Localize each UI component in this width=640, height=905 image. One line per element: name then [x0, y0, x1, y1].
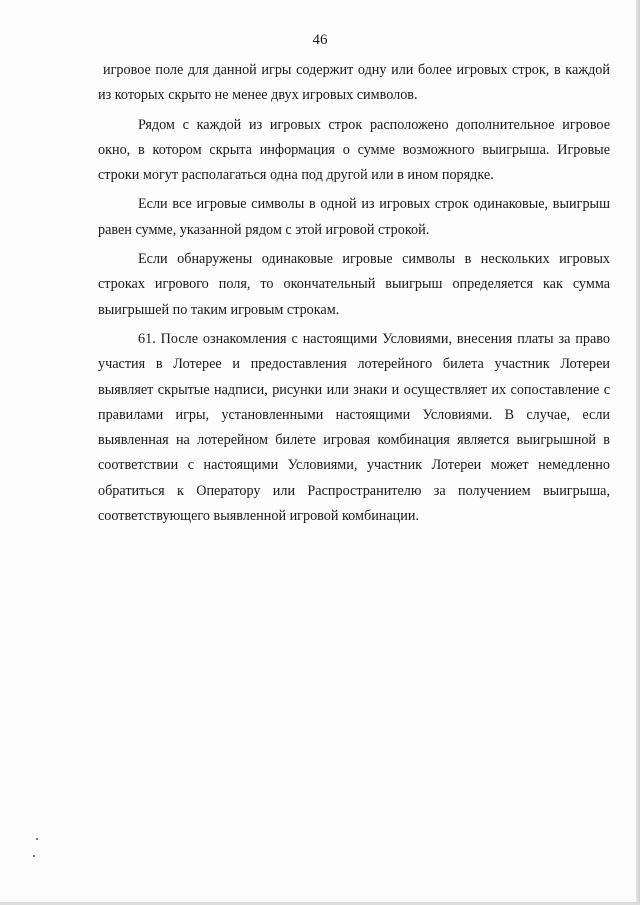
page-edge-shadow — [636, 0, 640, 905]
paragraph-continuation: игровое поле для данной игры содержит одну или более игровых строк, в каждой из которых скрыто не менее двух игровых символов. — [98, 62, 610, 104]
paragraph-clause-61: 61. После ознакомления с настоящими Условиями, внесения платы за право участия в Лотерее и предоставления лотерейного билета участник Лотереи выявляет скрытые надписи, рисунки или знаки и осуществляет их сопоставление с правилами игры, установленными настоящими Условиями. В случае, если выявленная на лотерейном билете игровая комбинация является выигрышной в соответствии с настоящими Условиями, участник Лотереи может немедленно обратиться к Оператору или Распространителю за получением выигрыша, соответствующего выявленной игровой комбинации. — [98, 330, 610, 525]
paragraph-equal-symbols: Если все игровые символы в одной из игровых строк одинаковые, выигрыш равен сумме, указанной рядом с этой игровой строкой. — [98, 196, 610, 238]
scan-speck — [33, 855, 35, 857]
document-body — [98, 58, 610, 529]
scan-speck — [36, 838, 38, 840]
paragraph-additional-window: Рядом с каждой из игровых строк расположено дополнительное игровое окно, в котором скрыта информация о сумме возможного выигрыша. Игровые строки могут располагаться одна под другой или в ином порядке. — [98, 116, 610, 184]
page-number: 46 — [312, 32, 328, 48]
paragraph-multiple-rows: Если обнаружены одинаковые игровые символы в нескольких игровых строках игрового поля, то окончательный выигрыш определяется как сумма выигрышей по таким игровым строкам. — [98, 251, 610, 318]
